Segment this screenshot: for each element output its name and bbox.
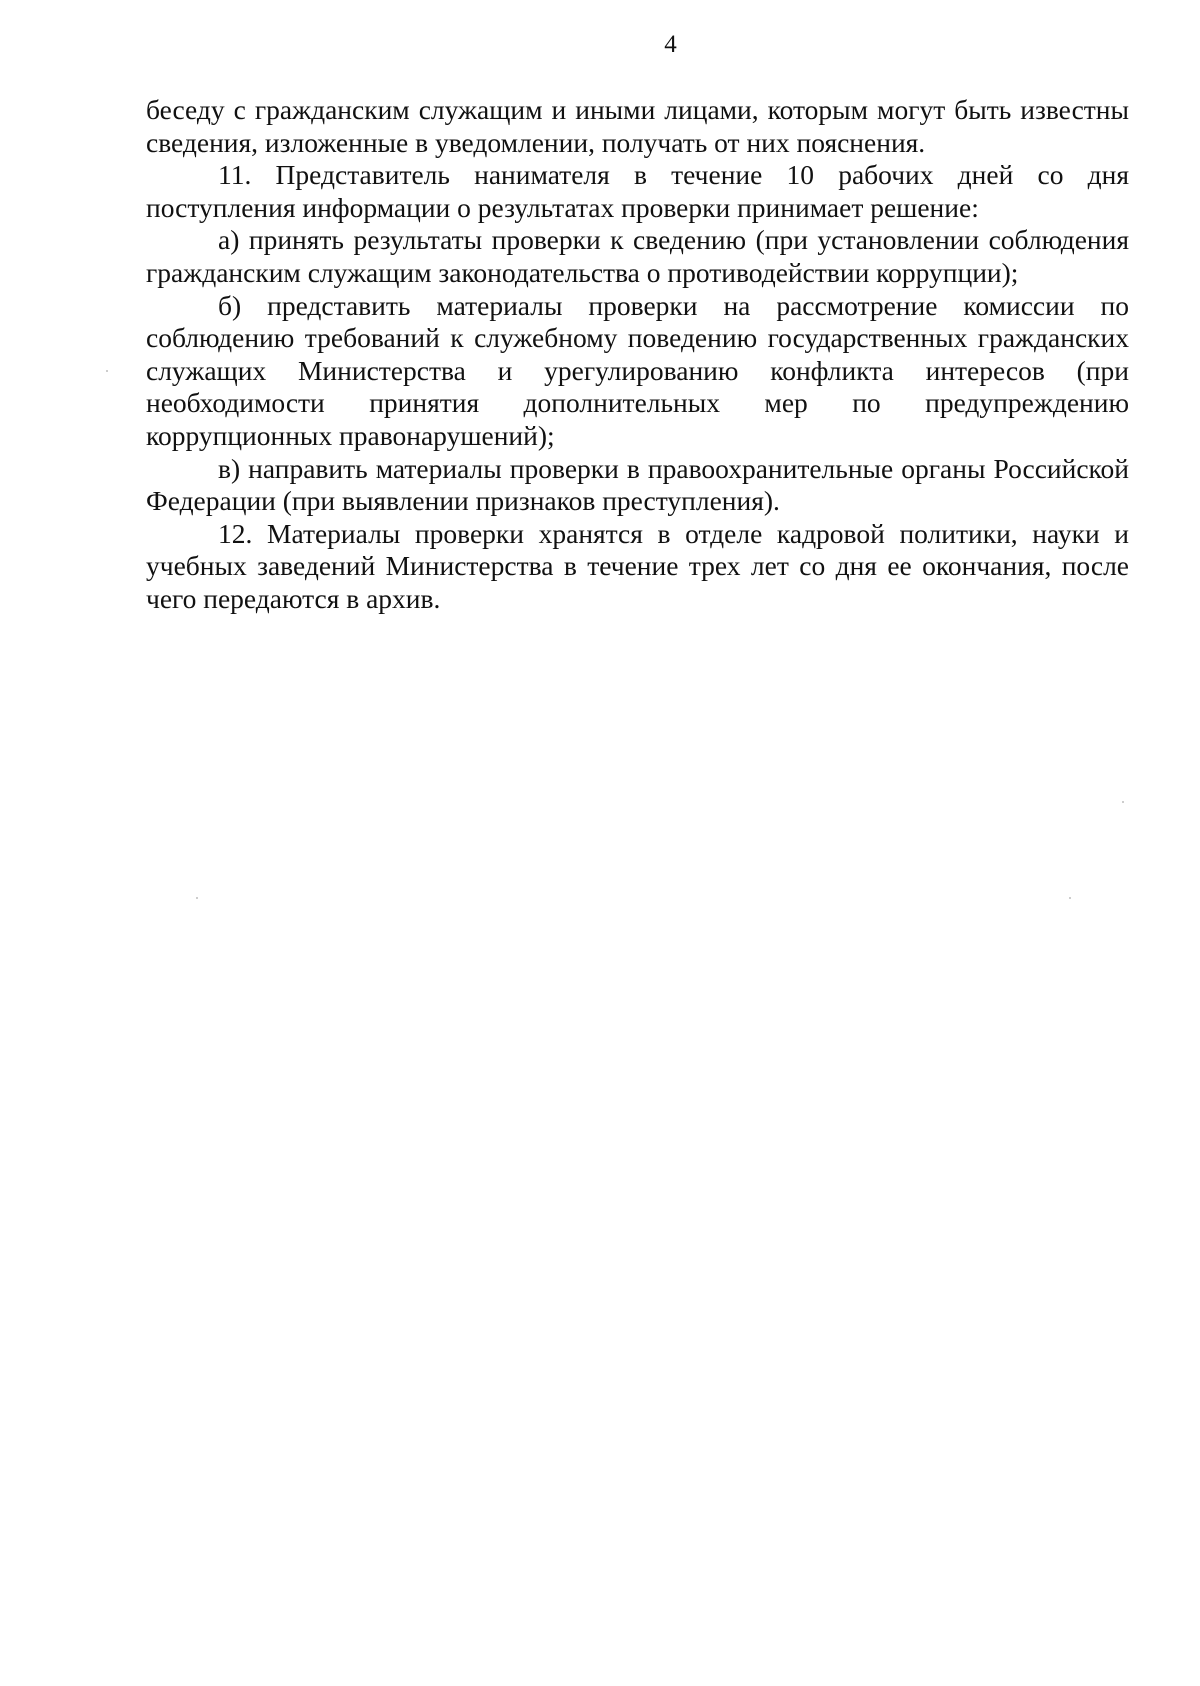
paragraph-continuation: беседу с гражданским служащим и иными лицами, которым могут быть известны сведения, изложенные в уведомлении, получать от них пояснения. <box>146 94 1129 158</box>
paragraph-item-11: 11. Представитель нанимателя в течение 10 рабочих дней со дня поступления информации о результатах проверки принимает решение: <box>146 159 1129 223</box>
scan-speck <box>1069 897 1071 899</box>
scan-speck <box>196 897 198 899</box>
scan-speck <box>1122 801 1124 803</box>
page-number: 4 <box>664 31 677 58</box>
paragraph-item-12: 12. Материалы проверки хранятся в отделе кадровой политики, науки и учебных заведений Министерства в течение трех лет со дня ее окончания, после чего передаются в архив. <box>146 517 1129 614</box>
paragraph-subitem-b: б) представить материалы проверки на рассмотрение комиссии по соблюдению требований к служебному поведению государственных гражданских служащих Министерства и урегулированию конфликта интересов (при необходимости принятия дополнительных мер по предупреждению коррупционных правонарушений); <box>146 289 1129 451</box>
document-body <box>146 94 1129 616</box>
paragraph-subitem-v: в) направить материалы проверки в правоохранительные органы Российской Федерации (при выявлении признаков преступления). <box>146 452 1129 517</box>
scan-speck <box>106 370 108 372</box>
paragraph-subitem-a: а) принять результаты проверки к сведению (при установлении соблюдения гражданским служащим законодательства о противодействии коррупции); <box>146 224 1129 288</box>
